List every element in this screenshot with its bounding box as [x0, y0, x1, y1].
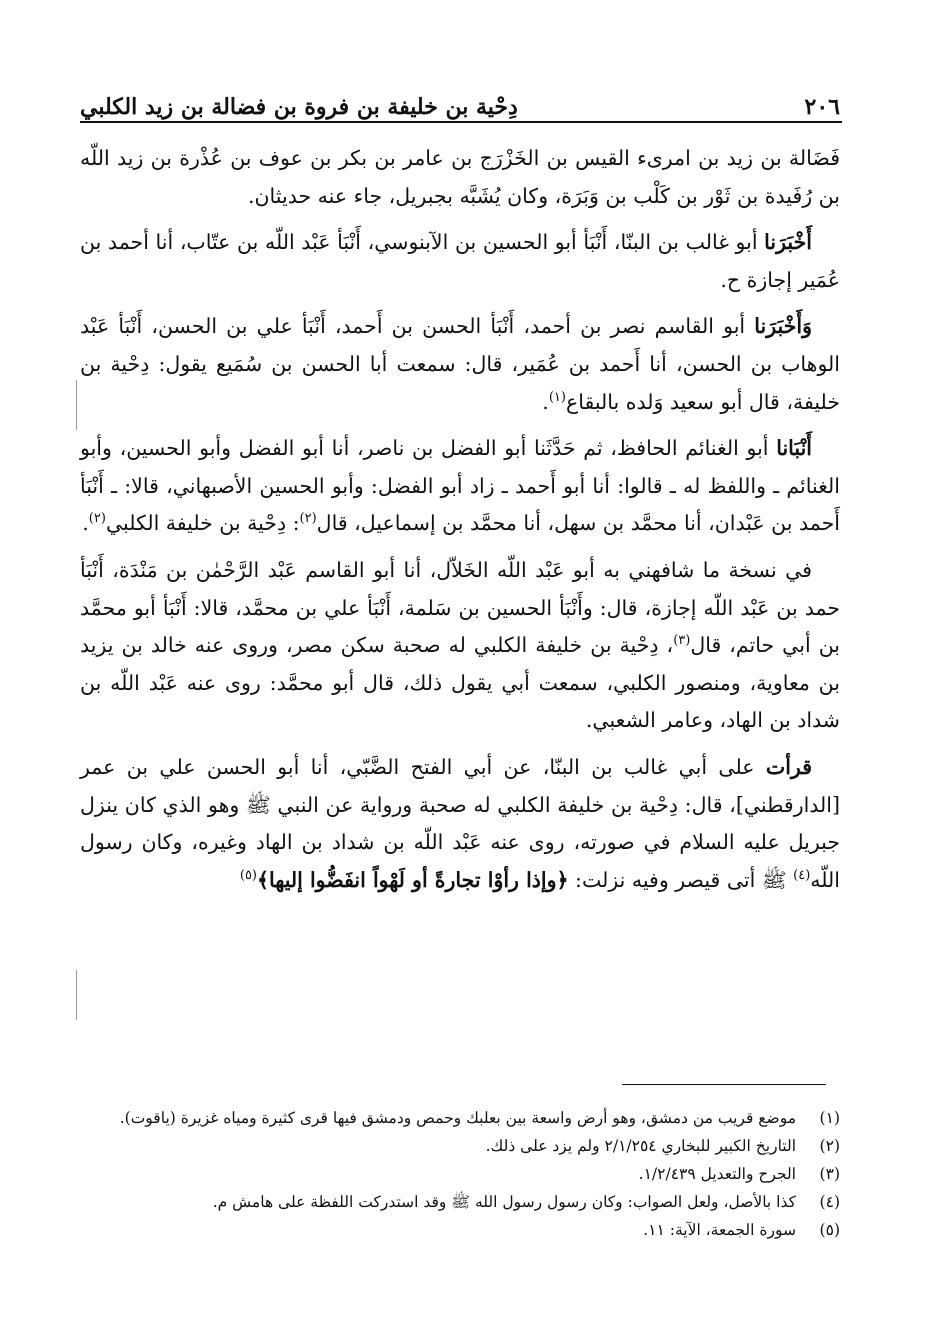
- footnote-number: (٤): [819, 1193, 840, 1211]
- paragraph: في نسخة ما شافهني به أبو عَبْد اللّه الخَلاّل، أنا أبو القاسم عَبْد الرَّحْمٰن بن مَنْدَة، أَنْبَأ حمد بن عَبْد اللّه إجازة، قال: وأَنْبَأ الحسين بن سَلمة، أَنْبَأ علي بن محمَّد، قالا: أَنْبَأ أبو محمَّد بن أبي حاتم، قال$^{(٣)}$، دِحْية بن خليفة الكلبي له صحبة سكن مصر، وروى عنه خالد بن يزيد بن معاوية، ومنصور الكلبي، سمعت أبي يقول ذلك، قال أبو محمَّد: روى عنه عَبْد اللّه بن شداد بن الهاد، وعامر الشعبي.: [80, 557, 841, 733]
- quran-quote: ﴿وإذا رأوْا تجارةً أو لَهْواً انفَضُّوا إليها﴾: [257, 867, 569, 892]
- running-title: دِحْية بن خليفة بن فروة بن فضالة بن زيد الكلبي: [80, 94, 518, 120]
- footnote-number: (١): [819, 1109, 840, 1127]
- page-number: ٢٠٦: [804, 94, 840, 120]
- footnote-ref[interactable]: (١): [548, 389, 566, 405]
- paragraph: أَنْبَانا أبو الغنائم الحافظ، ثم حَدَّثَنا أبو الفضل بن ناصر، أنا أبو الفضل وأبو الحسين، وأبو الغنائم ـ واللفظ له ـ قالوا: أنا أبو أَحمد ـ زاد أبو الفضل: وأبو الحسين الأصبهاني، قالا: ـ أَنْبَأ أَحمد بن عَبْدان، أنا محمَّد بن سهل، أنا محمَّد بن إسماعيل، قال$^{(٢)}$: دِحْية بن خليفة الكلبي$^{(٢)}$.: [80, 436, 840, 536]
- footnote-number: (٥): [819, 1221, 840, 1239]
- footnote-text: الجرح والتعديل ١/٢/٤٣٩.: [638, 1165, 796, 1183]
- footnote-text: موضع قريب من دمشق، وهو أرض واسعة بين بعلبك وحمص ودمشق فيها قرى كثيرة ومياه غزيرة (ياقوت).: [119, 1109, 796, 1127]
- header-rule: [80, 121, 842, 123]
- main-text: [80, 140, 840, 908]
- footnote-ref[interactable]: (٤): [793, 867, 811, 883]
- margin-mark: [76, 380, 77, 430]
- paragraph: فَضَالة بن زيد بن امرىء القيس بن الخَزْرَج بن عامر بن بكر بن عوف بن عُذْرة بن زيد اللّه بن رُفَيدة بن ثَوْر بن كَلْب بن وَبَرَة، وكان يُشَبَّه بجبريل، جاء عنه حديثان.: [80, 146, 840, 208]
- footnotes: [80, 1106, 840, 1246]
- footnote: [80, 1134, 840, 1158]
- footnote: [80, 1106, 840, 1130]
- margin-mark: [76, 970, 77, 1020]
- chain-lead-word: أَنْبَانا: [776, 436, 812, 461]
- footnote: [80, 1162, 840, 1186]
- footnote: [80, 1218, 840, 1242]
- chain-lead-word: أَخْبَرَنا: [764, 230, 812, 255]
- chain-lead-word: قرأت: [765, 754, 812, 779]
- footnote-text: التاريخ الكبير للبخاري ٢/١/٢٥٤ ولم يزد على ذلك.: [485, 1137, 796, 1155]
- paragraph: قرأت على أبي غالب بن البنّا، عن أبي الفتح الضَّبّي، أنا أبو الحسن علي بن عمر [الدارقطني]، قال: دِحْية بن خليفة الكلبي له صحبة ورواية عن النبي ﷺ وهو الذي كان ينزل جبريل عليه السلام في صورته، روى عنه عَبْد اللّه بن شداد بن الهاد وغيره، وكان رسول اللّه$^{(٤)}$ ﷺ أتى قيصر وفيه نزلت: ﴿وإذا رأوْا تجارةً أو لَهْواً انفَضُّوا إليها﴾$^{(٥)}$: [80, 754, 840, 892]
- footnote-separator: [622, 1084, 826, 1085]
- footnote-ref[interactable]: (٢): [299, 511, 317, 527]
- footnote-ref[interactable]: (٣): [673, 633, 691, 649]
- paragraph: وَأَخْبَرَنا أبو القاسم نصر بن أحمد، أَنْبَأ الحسن بن أَحمد، أَنْبَأ علي بن الحسن، أَنْبَأ عَبْد الوهاب بن الحسن، أنا أَحمد بن عُمَير، قال: سمعت أبا الحسن بن سُمَيع يقول: دِحْية بن خليفة، قال أبو سعيد وَلده بالبقاع$^{(١)}$.: [80, 314, 840, 414]
- footnote-ref[interactable]: (٢): [88, 511, 106, 527]
- footnote-text: سورة الجمعة، الآية: ١١.: [643, 1221, 796, 1239]
- footnote-number: (٣): [819, 1165, 840, 1183]
- footnote-number: (٢): [819, 1137, 840, 1155]
- paragraph: أَخْبَرَنا أبو غالب بن البنّا، أَنْبَأ أبو الحسين بن الآبنوسي، أَنْبَأ عَبْد اللّه بن عتّاب، أنا أحمد بن عُمَير إجازة ح.: [80, 230, 840, 292]
- footnote-ref[interactable]: (٥): [239, 867, 257, 883]
- page-header: [80, 76, 840, 120]
- chain-lead-word: وَأَخْبَرَنا: [754, 314, 812, 339]
- footnote-text: كذا بالأصل، ولعل الصواب: وكان رسول رسول الله ﷺ وقد استدركت اللفظة على هامش م.: [212, 1193, 796, 1211]
- footnote: [80, 1190, 840, 1214]
